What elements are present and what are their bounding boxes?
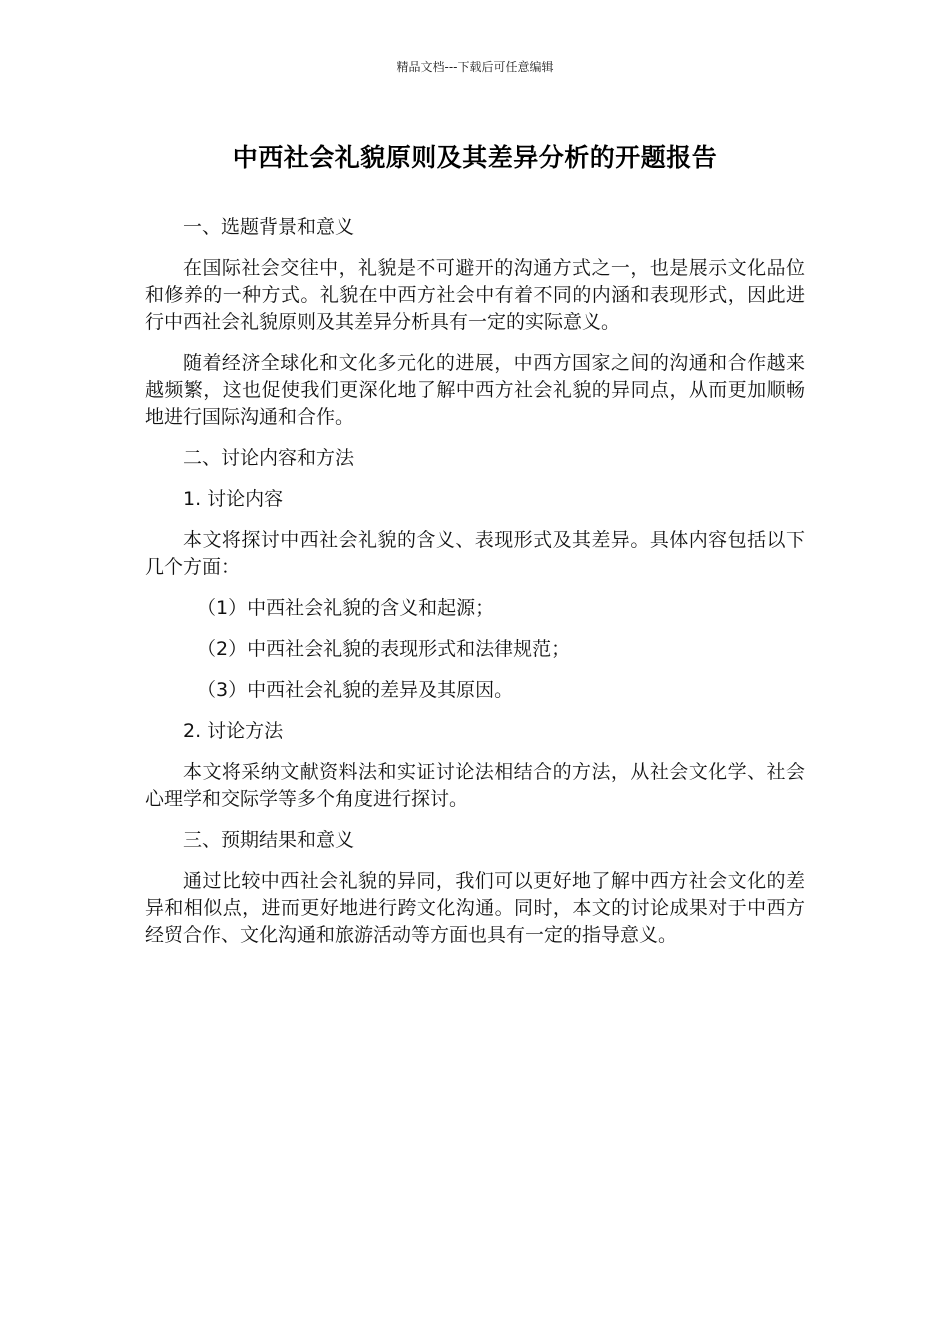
paragraph-background-1: 在国际社会交往中，礼貌是不可避开的沟通方式之一，也是展示文化品位和修养的一种方式。礼貌在中西方社会中有着不同的内涵和表现形式，因此进行中西社会礼貌原则及其差异分析具有一定的实际意义。 [145,257,805,333]
section-heading-background: 一、选题背景和意义 [183,216,355,238]
document-body [145,214,805,963]
paragraph-method: 本文将采纳文献资料法和实证讨论法相结合的方法，从社会文化学、社会心理学和交际学等多个角度进行探讨。 [145,761,805,810]
list-item: （2）中西社会礼貌的表现形式和法律规范； [197,638,571,660]
subheading-content: 1. 讨论内容 [183,488,284,510]
list-item: （3）中西社会礼貌的差异及其原因。 [197,679,514,701]
subheading-method: 2. 讨论方法 [183,720,284,742]
document-title: 中西社会礼貌原则及其差异分析的开题报告 [232,143,718,172]
section-heading-content-method: 二、讨论内容和方法 [183,447,355,469]
paragraph-results: 通过比较中西社会礼貌的异同，我们可以更好地了解中西方社会文化的差异和相似点，进而更好地进行跨文化沟通。同时，本文的讨论成果对于中西方经贸合作、文化沟通和旅游活动等方面也具有一定的指导意义。 [145,870,805,946]
header-note: 精品文档---下载后可任意编辑 [396,60,554,74]
paragraph-content: 本文将探讨中西社会礼貌的含义、表现形式及其差异。具体内容包括以下几个方面： [145,529,805,578]
section-heading-results: 三、预期结果和意义 [183,829,355,851]
list-item: （1）中西社会礼貌的含义和起源； [197,597,495,619]
paragraph-background-2: 随着经济全球化和文化多元化的进展，中西方国家之间的沟通和合作越来越频繁，这也促使我们更深化地了解中西方社会礼貌的异同点，从而更加顺畅地进行国际沟通和合作。 [145,352,805,428]
